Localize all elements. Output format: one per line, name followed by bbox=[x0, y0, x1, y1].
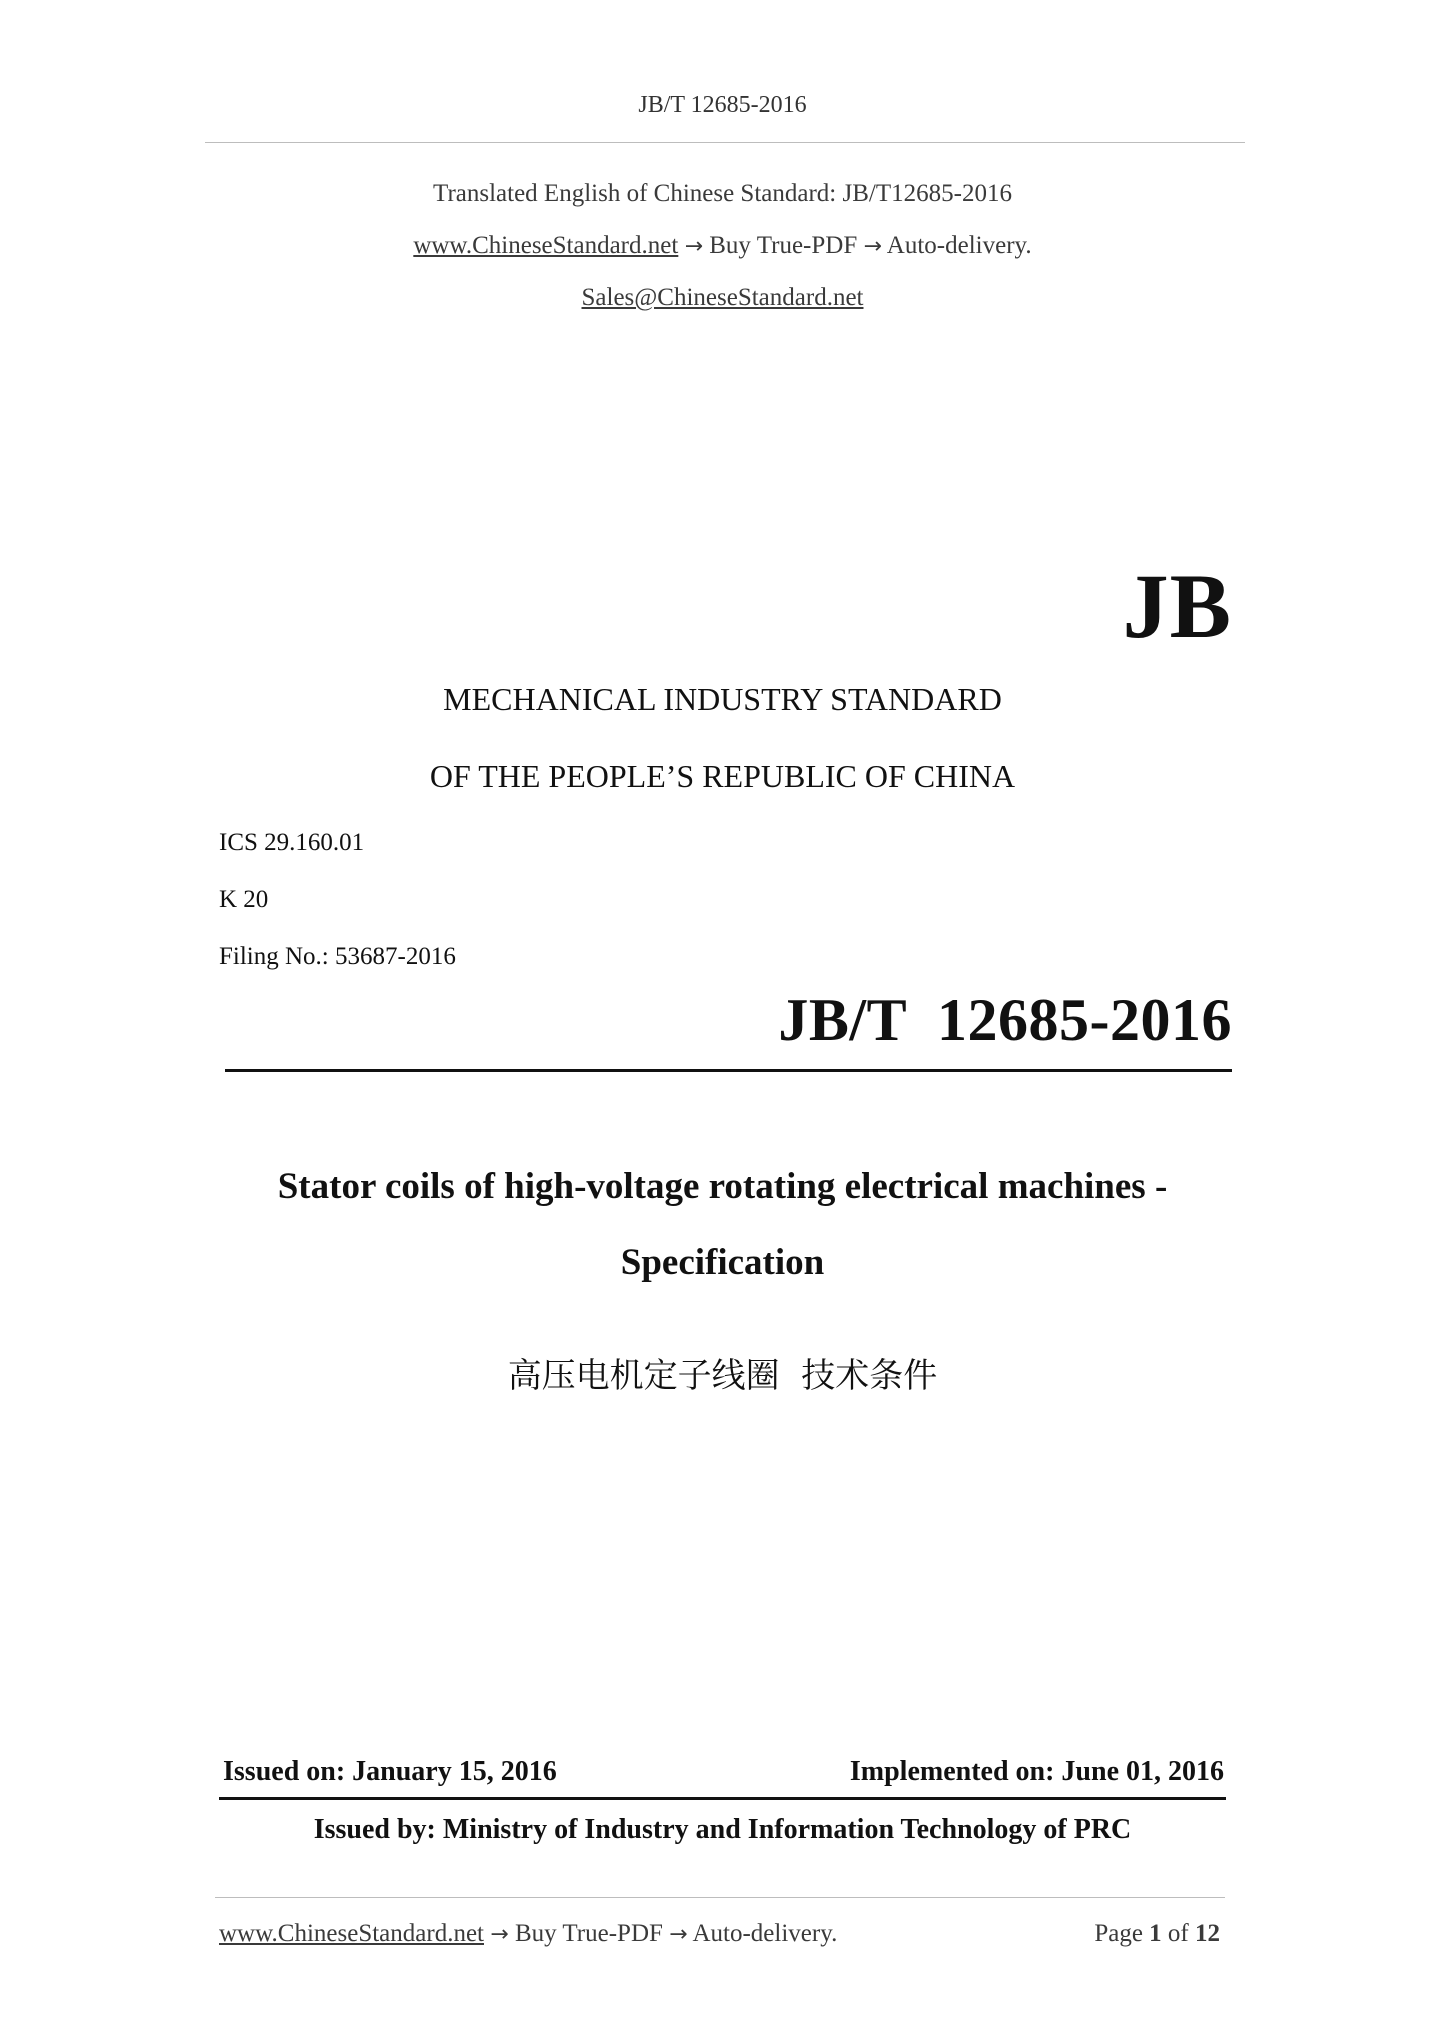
footer-divider bbox=[215, 1897, 1225, 1898]
issuing-authority: Issued by: Ministry of Industry and Information Technology of PRC bbox=[313, 1814, 1132, 1845]
filing-number: Filing No.: 53687-2016 bbox=[219, 943, 456, 970]
title-english-line-2: Specification bbox=[620, 1242, 825, 1283]
page-label: Page bbox=[1094, 1920, 1143, 1947]
title-divider bbox=[225, 1069, 1232, 1072]
translated-notice: Translated English of Chinese Standard: JB/T12685-2016 bbox=[433, 180, 1012, 207]
title-chinese: 高压电机定子线圈 技术条件 bbox=[507, 1356, 938, 1396]
standard-type-line-2: OF THE PEOPLE’S REPUBLIC OF CHINA bbox=[429, 758, 1016, 794]
jb-logo: JB bbox=[1122, 555, 1232, 657]
running-header: JB/T 12685-2016 bbox=[638, 92, 807, 118]
issued-on-date: Issued on: January 15, 2016 bbox=[223, 1756, 557, 1787]
header-divider bbox=[205, 142, 1245, 143]
classification-code: K 20 bbox=[219, 886, 269, 913]
page-current: 1 bbox=[1149, 1920, 1162, 1947]
footer-buy-pdf-text: Buy True-PDF bbox=[514, 1920, 663, 1947]
site-link[interactable]: www.ChineseStandard.net bbox=[413, 232, 679, 259]
ics-code: ICS 29.160.01 bbox=[219, 829, 365, 856]
sales-email-line bbox=[0, 284, 1445, 312]
implemented-on-date: Implemented on: June 01, 2016 bbox=[849, 1756, 1224, 1787]
arrow-right-icon: → bbox=[684, 234, 703, 259]
arrow-right-icon: → bbox=[490, 1922, 509, 1947]
standard-number: JB/T 12685-2016 bbox=[778, 987, 1232, 1053]
standard-type-line-1: MECHANICAL INDUSTRY STANDARD bbox=[443, 681, 1002, 717]
footer-promo bbox=[219, 1920, 837, 1948]
page-indicator bbox=[1094, 1920, 1220, 1948]
buy-pdf-text: Buy True-PDF bbox=[709, 232, 858, 259]
auto-delivery-text: Auto-delivery. bbox=[886, 232, 1032, 259]
issue-divider bbox=[219, 1797, 1226, 1800]
footer-site-link[interactable]: www.ChineseStandard.net bbox=[219, 1920, 484, 1947]
arrow-right-icon: → bbox=[669, 1922, 688, 1947]
promo-delivery-line bbox=[0, 232, 1445, 260]
page-total: 12 bbox=[1195, 1920, 1220, 1947]
footer-auto-delivery-text: Auto-delivery. bbox=[692, 1920, 838, 1947]
sales-email-link[interactable]: Sales@ChineseStandard.net bbox=[581, 284, 864, 311]
arrow-right-icon: → bbox=[863, 234, 882, 259]
page-of-label: of bbox=[1167, 1920, 1189, 1947]
title-english-line-1: Stator coils of high-voltage rotating electrical machines - bbox=[277, 1166, 1168, 1207]
